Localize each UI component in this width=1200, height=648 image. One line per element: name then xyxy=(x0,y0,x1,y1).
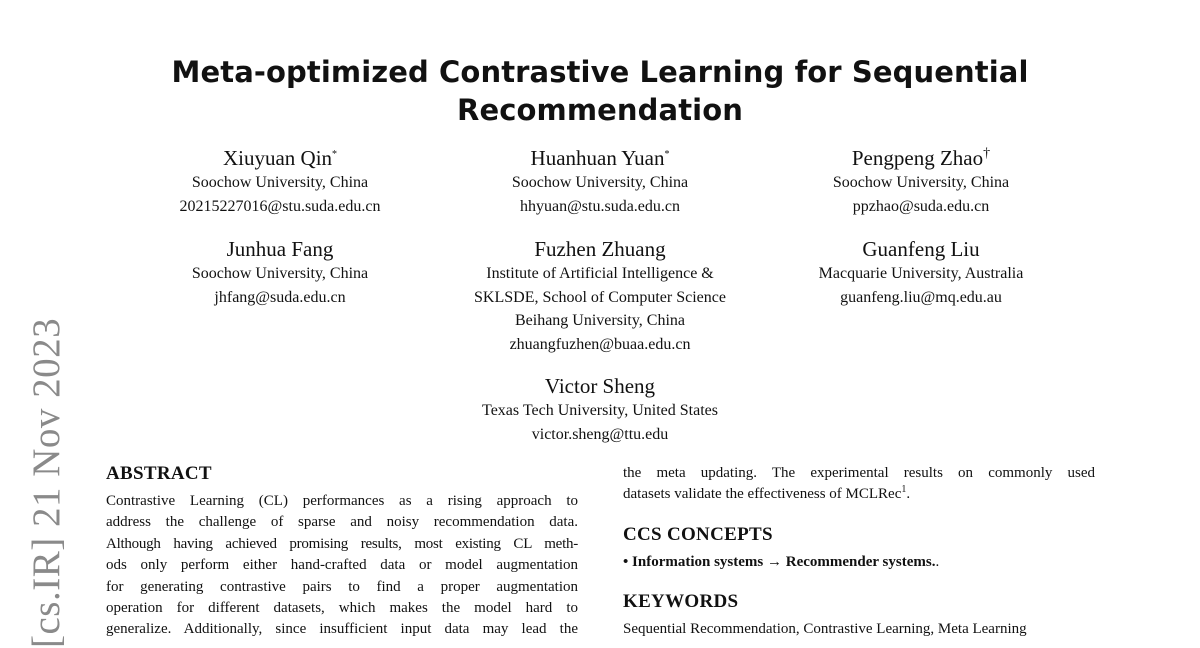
ccs-heading: CCS CONCEPTS xyxy=(623,523,773,545)
abstract-section xyxy=(106,462,578,641)
arxiv-stamp: [cs.IR] 21 Nov 2023 xyxy=(25,317,68,648)
author-email: 20215227016@stu.suda.edu.cn xyxy=(179,197,381,215)
author-name: Guanfeng Liu xyxy=(862,237,980,261)
author-affiliation: Soochow University, China xyxy=(511,174,689,191)
arrow-icon: → xyxy=(767,553,783,570)
author-email: zhuangfuzhen@buaa.edu.cn xyxy=(509,335,691,353)
ccs-concept-item: • Information systems → Recommender systems.. xyxy=(623,553,940,570)
author-block xyxy=(440,145,760,218)
author-affiliation: Soochow University, China xyxy=(191,265,369,282)
abstract-line: generalize. Additionally, since insufficient input data may lead the xyxy=(106,621,578,638)
author-email: hhyuan@stu.suda.edu.cn xyxy=(519,197,681,215)
abstract-line: for generating contrastive pairs to find a proper augmentation xyxy=(106,578,578,595)
author-affiliation: Soochow University, China xyxy=(832,174,1010,191)
author-affiliation: Texas Tech University, United States xyxy=(482,402,718,419)
keywords-text: Sequential Recommendation, Contrastive Learning, Meta Learning xyxy=(623,621,1027,638)
author-name: Victor Sheng xyxy=(544,374,656,398)
equal-contribution-mark: * xyxy=(332,149,338,160)
author-affiliation: Soochow University, China xyxy=(191,174,369,191)
author-affiliation: SKLSDE, School of Computer Science xyxy=(474,288,726,306)
author-email: ppzhao@suda.edu.cn xyxy=(852,197,990,215)
author-block xyxy=(761,236,1081,309)
author-email: victor.sheng@ttu.edu xyxy=(531,425,669,443)
keywords-heading: KEYWORDS xyxy=(623,591,739,613)
author-block xyxy=(440,373,760,446)
author-block xyxy=(120,236,440,309)
abstract-line: Contrastive Learning (CL) performances as a rising approach to xyxy=(106,493,578,509)
author-name: Junhua Fang xyxy=(226,237,334,261)
author-affiliation: Beihang University, China xyxy=(514,312,686,329)
author-name: Xiuyuan Qin* xyxy=(222,146,338,170)
abstract-continuation-line: datasets validate the effectiveness of MCLRec$^1$. xyxy=(623,484,911,503)
paper-title xyxy=(120,53,1080,129)
abstract-line: address the challenge of sparse and noisy recommendation data. xyxy=(106,514,578,531)
author-block xyxy=(120,145,440,218)
author-affiliation: Macquarie University, Australia xyxy=(818,265,1024,282)
footnote-mark: 1 xyxy=(901,484,907,496)
corresponding-author-mark: † xyxy=(983,146,991,161)
author-name: Fuzhen Zhuang xyxy=(534,237,666,261)
abstract-heading: ABSTRACT xyxy=(106,463,212,484)
abstract-line: ods only perform either hand-crafted data or model augmentation xyxy=(106,557,578,574)
author-block xyxy=(440,236,760,356)
abstract-line: Although having achieved promising results, most existing CL meth- xyxy=(106,535,578,552)
title-line-1: Meta-optimized Contrastive Learning for Sequential xyxy=(171,55,1029,89)
author-email: jhfang@suda.edu.cn xyxy=(214,288,346,306)
abstract-continuation-line: the meta updating. The experimental results on commonly used xyxy=(623,465,1095,481)
title-line-2: Recommendation xyxy=(457,93,743,127)
author-block xyxy=(761,145,1081,218)
author-affiliation: Institute of Artificial Intelligence & xyxy=(486,265,714,282)
author-name: Pengpeng Zhao† xyxy=(851,146,991,170)
author-name: Huanhuan Yuan* xyxy=(530,146,670,170)
equal-contribution-mark: * xyxy=(664,149,670,160)
author-email: guanfeng.liu@mq.edu.au xyxy=(840,288,1002,306)
right-column xyxy=(623,463,1095,641)
abstract-line: operation for different datasets, which makes the model hard to xyxy=(106,599,578,616)
